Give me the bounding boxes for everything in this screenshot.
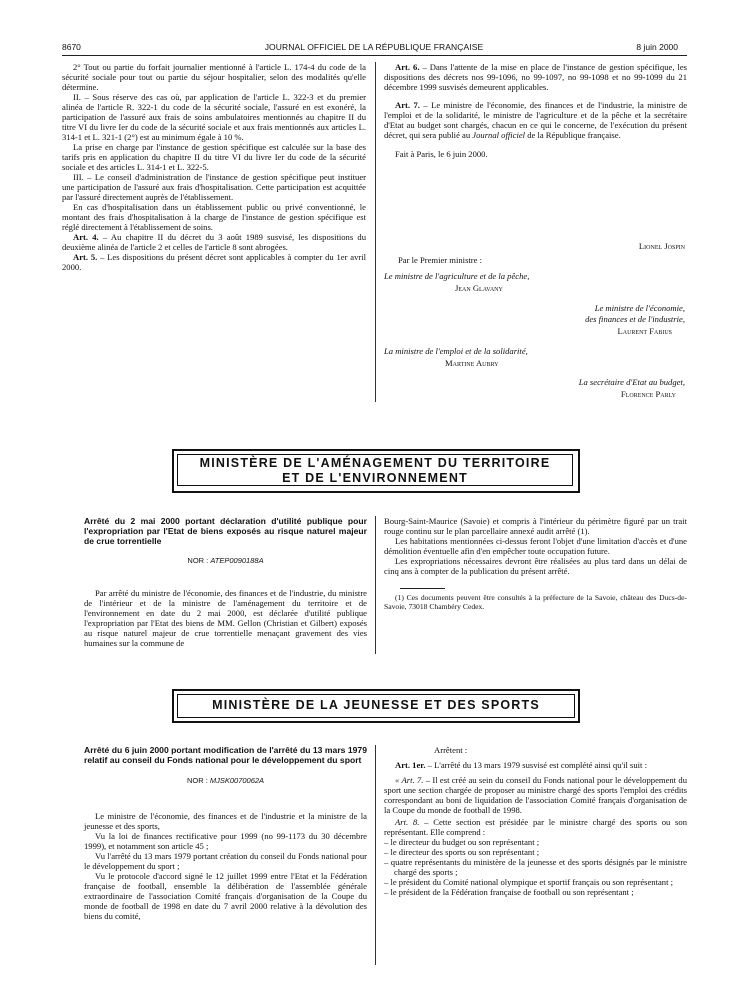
page-number: 8670: [62, 42, 81, 52]
nor-reference: [84, 556, 367, 566]
article-text: – Il est créé au sein du conseil du Fonds national pour le développement du sport une section chargée de proposer au ministre chargé des sports l'emploi des crédits correspondant au boni de liquidation de l'association Comité français d'organisation de la Coupe du monde de football de 1998.: [384, 775, 687, 815]
nor-label: NOR :: [186, 776, 210, 785]
article-6: [384, 62, 687, 92]
paragraph: Bourg-Saint-Maurice (Savoie) et compris à l'intérieur du périmètre figuré par un trait rouge continu sur le plan parcellaire annexé audit arrêté (1).: [384, 516, 687, 536]
article-7-text: [384, 775, 687, 815]
signatory-name: Lionel Jospin: [638, 241, 685, 251]
signatory-intro: Par le Premier ministre :: [398, 255, 483, 265]
article-text: – Dans l'attente de la mise en place de l'instance de gestion spécifique, les dispositions des décrets nos 99-1096, no 99-1097, no 99-1098 et no 99-1099 du 21 décembre 1999 susvisés demeurent applicables.: [384, 62, 688, 92]
signatory-title: La ministre de l'emploi et de la solidarité,: [384, 346, 528, 356]
signature-place-date: Fait à Paris, le 6 juin 2000.: [395, 149, 488, 159]
paragraph: Les habitations mentionnées ci-dessus feront l'objet d'une limitation d'accès et d'une démolition éventuelle afin d'en empêcher toute occupation future.: [384, 536, 687, 556]
paragraph: Vu le protocole d'accord signé le 12 juillet 1999 entre l'Etat et la Fédération française de football, ensemble la délibération de l'assemblée générale extraordinaire de l'association Comité français d'organisation de la Coupe du monde de football de 1998 en date du 7 avril 2000 relative à la dévolution des biens du comité,: [84, 871, 367, 921]
article-text: – L'arrêté du 13 mars 1979 susvisé est complété ainsi qu'il suit :: [425, 760, 647, 770]
arretent: Arrêtent :: [434, 745, 468, 755]
paragraph: Vu la loi de finances rectificative pour 1999 (no 99-1173 du 30 décembre 1999), et notamment son article 45 ;: [84, 831, 367, 851]
list-item: – le directeur du budget ou son représentant ;: [384, 837, 540, 847]
list-item: – quatre représentants du ministère de la jeunesse et des sports désignés par le ministre chargé des sports ;: [384, 857, 687, 877]
article-label: Art. 1er.: [395, 760, 426, 770]
article-text: de la République française.: [525, 130, 621, 140]
paragraph: Vu l'arrêté du 13 mars 1979 portant création du conseil du Fonds national pour le développement du sport ;: [84, 851, 367, 871]
article-4: [62, 232, 366, 252]
signatory-name: Jean Glavany: [455, 283, 503, 293]
footnote: (1) Ces documents peuvent être consultés à la préfecture de la Savoie, château des Ducs-de-Savoie, 73018 Chambéry Cedex.: [384, 593, 687, 611]
ministry-name: MINISTÈRE DE LA JEUNESSE ET DES SPORTS: [212, 698, 540, 712]
paragraph: Par arrêté du ministre de l'économie, des finances et de l'industrie, du ministre de l'intérieur et de la ministre de l'aménagement du territoire et de l'environnement en date du 2 mai 2000, est déclarée d'utilité publique l'expropriation par l'Etat des biens de MM. Gellon (Christian et Gilbert) exposés au risque naturel majeur de crue torrentielle menaçant gravement des vies humaines sur la commune de: [84, 588, 367, 648]
list-item: – le président de la Fédération française de football ou son représentant ;: [384, 887, 634, 897]
article-text: – Cette section est présidée par le ministre chargé des sports ou son représentant. Elle comprend :: [384, 817, 687, 837]
header-rule: [62, 55, 687, 56]
nor-code: MJSK0070062A: [209, 776, 265, 785]
arrete-title: Arrêté du 6 juin 2000 portant modification de l'arrêté du 13 mars 1979 relatif au conseil du Fonds national pour le développement du sport: [84, 745, 367, 765]
ministry-banner-inner: [177, 454, 573, 486]
ministry-banner: [172, 689, 580, 723]
article-label: Art. 7.: [395, 100, 420, 110]
article-8-text: [384, 817, 687, 837]
column-divider: [375, 745, 376, 965]
article-text: – Le ministre de l'économie, des finances et de l'industrie, la ministre de l'emploi et de la solidarité, le ministre de l'agriculture et de la pêche et la secrétaire d'Etat au budget sont chargés, chacun en ce qui le concerne, de l'exécution du présent décret, qui sera publié au: [384, 100, 688, 140]
column-divider: [375, 62, 376, 402]
issue-date: 8 juin 2000: [636, 42, 678, 52]
paragraph: II. – Sous réserve des cas où, par application de l'article L. 322-3 et du premier alinéa de l'article R. 322-1 du code de la sécurité sociale, l'assuré en est exonéré, la participation de l'assuré aux frais de soins ambulatoires mentionnés au chapitre II du titre VI du livre Ier du code de la sécurité sociale et aux frais mentionnés aux articles L. 314-1 et L. 321-1 (2°) est au minimum égale à 10 %.: [62, 92, 366, 142]
list-item: – le directeur des sports ou son représentant ;: [384, 847, 540, 857]
paragraph: La prise en charge par l'instance de gestion spécifique est calculée sur la base des tarifs pris en application du chapitre II du titre VI du livre Ier du code de la sécurité sociale et des articles L. 314-1 et L. 322-5.: [62, 142, 366, 172]
nor-code: ATEP0090188A: [210, 556, 264, 565]
top-left-column: [62, 62, 366, 272]
signatory-title: Le ministre de l'agriculture et de la pêche,: [384, 271, 530, 281]
arrete-2-right: [384, 745, 687, 897]
journal-title: JOURNAL OFFICIEL DE LA RÉPUBLIQUE FRANÇAISE: [264, 42, 484, 52]
ministry-banner: [172, 449, 580, 493]
article-5: [62, 252, 366, 272]
article-label: Art. 5.: [73, 252, 98, 262]
signatory-name: Florence Parly: [620, 389, 676, 399]
signatory-title: Le ministre de l'économie,: [594, 303, 685, 313]
arrete-title: Arrêté du 2 mai 2000 portant déclaration d'utilité publique pour l'expropriation par l'Etat de biens exposés au risque naturel majeur de crue torrentielle: [84, 516, 367, 546]
arrete-1-left: [84, 516, 367, 648]
article-7: [384, 100, 687, 140]
journal-name: Journal officiel: [472, 130, 526, 140]
signatory-name: Martine Aubry: [445, 358, 499, 368]
arrete-2-left: [84, 745, 367, 921]
page-header: [0, 0, 748, 52]
signatory-title: La secrétaire d'Etat au budget,: [578, 377, 685, 387]
nor-label: NOR :: [187, 556, 211, 565]
footnote-rule: [400, 588, 445, 589]
ministry-name: ET DE L'ENVIRONNEMENT: [282, 471, 468, 485]
signatory-title: des finances et de l'industrie,: [585, 314, 685, 324]
ministry-banner-inner: [177, 694, 575, 718]
paragraph: III. – Le conseil d'administration de l'instance de gestion spécifique peut instituer une participation de l'assuré aux frais d'hospitalisation. Cette participation est acquittée par l'assuré directement auprès de l'établissement.: [62, 172, 366, 202]
arrete-1-right: [384, 516, 687, 611]
column-divider: [375, 516, 376, 654]
paragraph: En cas d'hospitalisation dans un établissement public ou privé conventionné, le montant des frais d'hospitalisation à la charge de l'instance de gestion spécifique est réglé directement à l'établissement de soins.: [62, 202, 366, 232]
article-text: – Au chapitre II du décret du 3 août 1989 susvisé, les dispositions du deuxième alinéa de l'article 2 et celles de l'article 8 sont abrogées.: [62, 232, 366, 252]
paragraph: Les expropriations nécessaires devront être réalisées au plus tard dans un délai de cinq ans à compter de la publication du présent arrêté.: [384, 556, 687, 576]
article-label: Art. 6.: [395, 62, 420, 72]
article-label: « Art. 7.: [395, 775, 424, 785]
signatory-name: Laurent Fabius: [617, 326, 672, 336]
article-label: Art. 4.: [73, 232, 99, 242]
nor-reference: [84, 776, 367, 786]
article-text: – Les dispositions du présent décret sont applicables à compter du 1er avril 2000.: [62, 252, 367, 272]
list-item: – le président du Comité national olympique et sportif français ou son représentant ;: [384, 877, 674, 887]
article-label: Art. 8.: [395, 817, 420, 827]
article-1: [384, 760, 687, 770]
paragraph: Le ministre de l'économie, des finances et de l'industrie et la ministre de la jeunesse et des sports,: [84, 811, 367, 831]
ministry-name: MINISTÈRE DE L'AMÉNAGEMENT DU TERRITOIRE: [199, 456, 551, 470]
paragraph: 2° Tout ou partie du forfait journalier mentionné à l'article L. 174-4 du code de la sécurité sociale pour tout ou partie du séjour hospitalier, selon des modalités qu'elle détermine.: [62, 62, 366, 92]
top-right-column: [384, 62, 687, 159]
